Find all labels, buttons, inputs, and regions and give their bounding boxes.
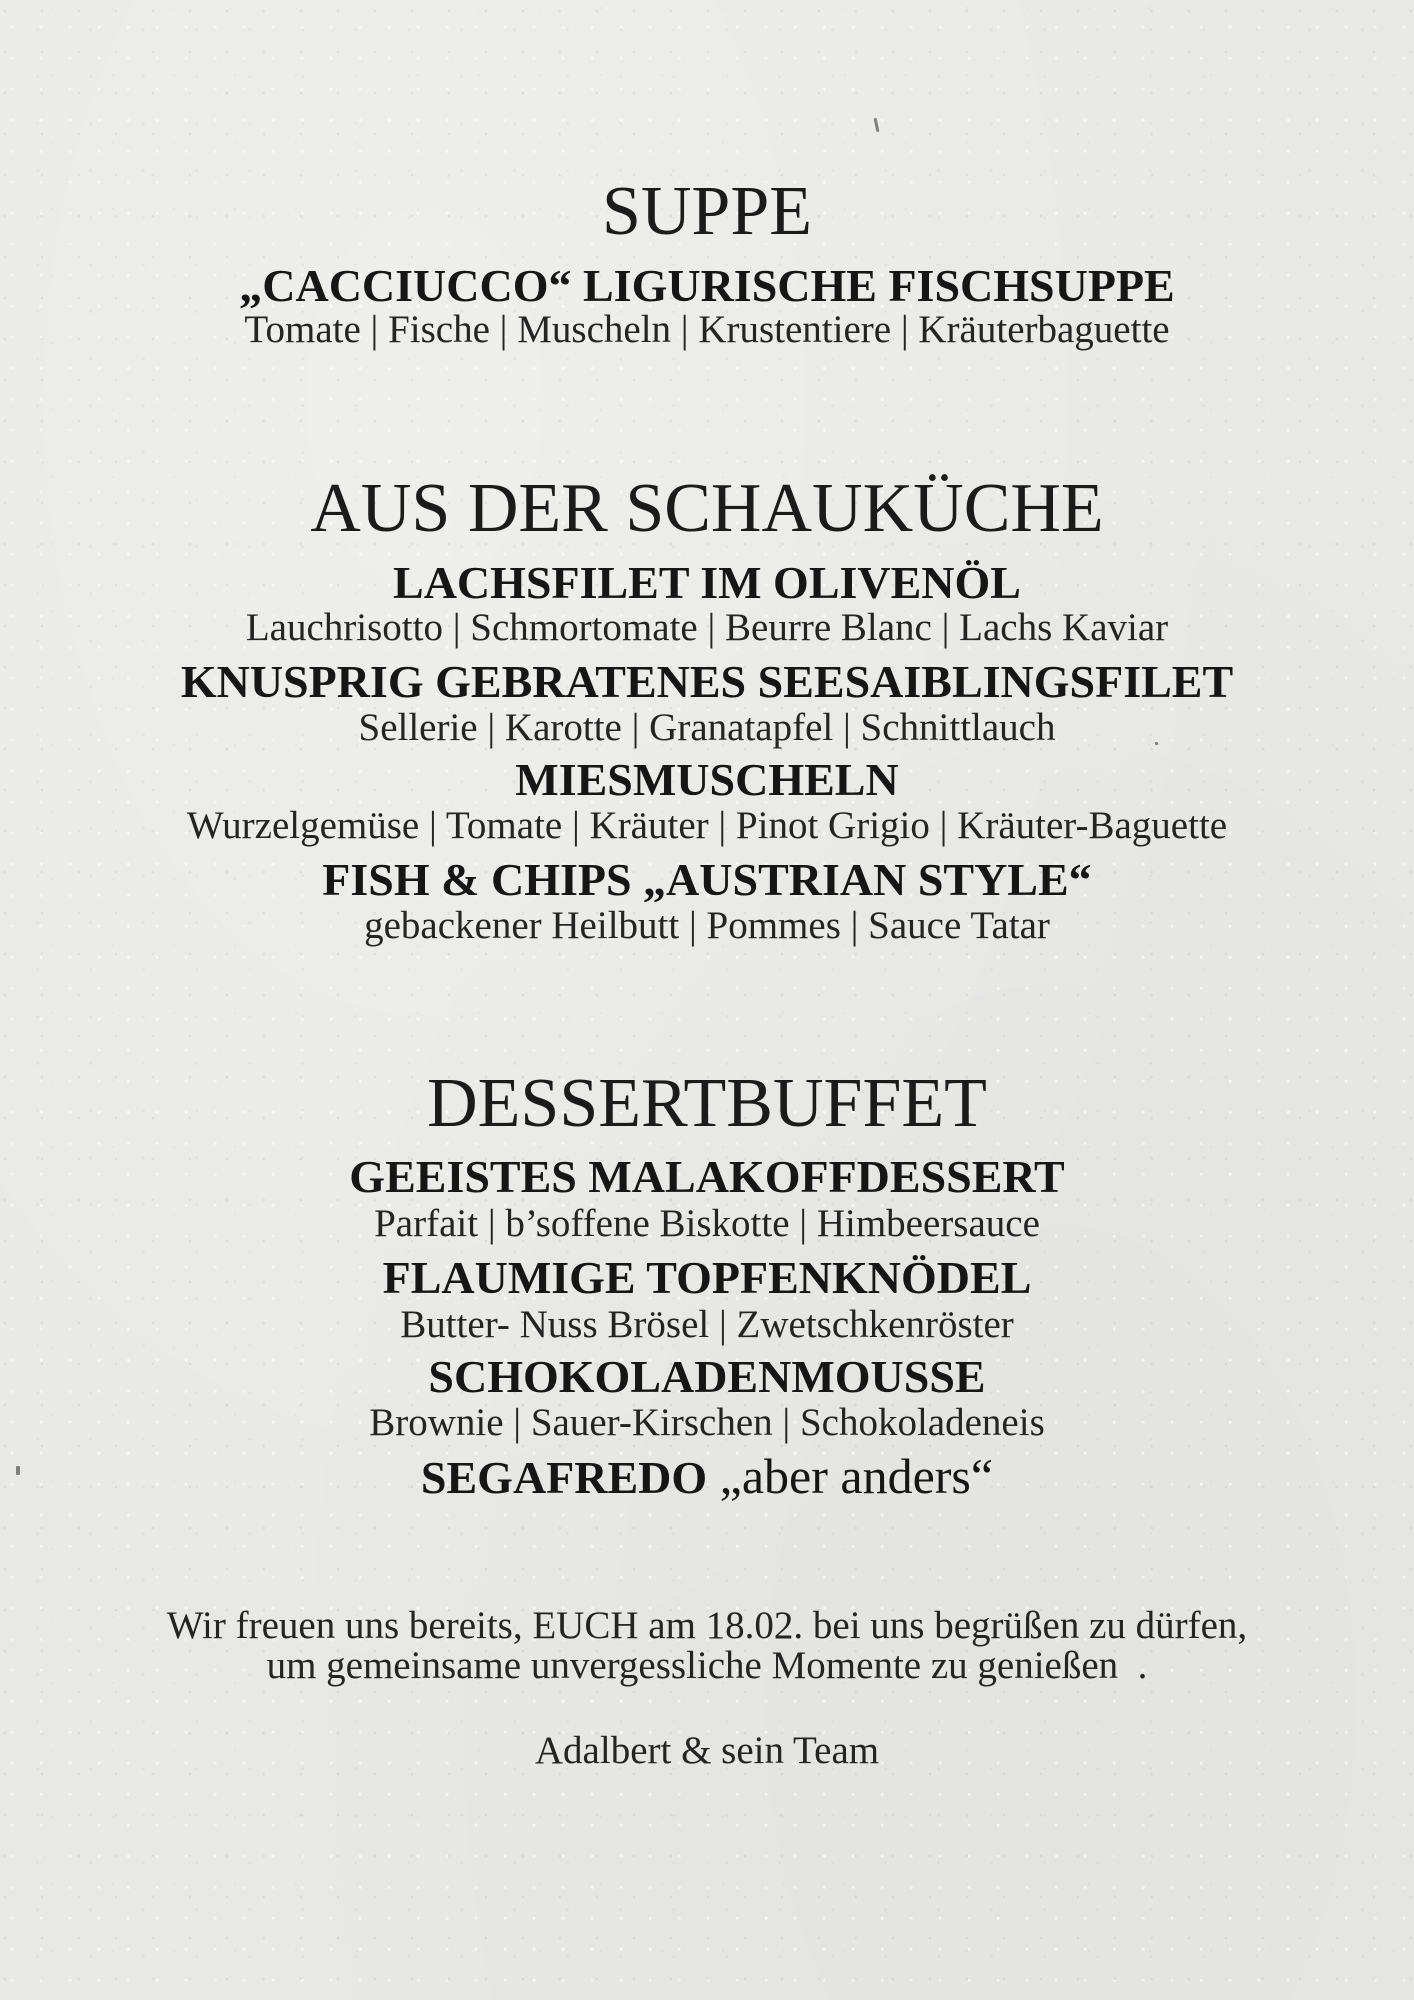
dish-description: Tomate | Fische | Muscheln | Krustentiere | Kräuterbaguette (244, 308, 1170, 351)
dish-description: Parfait | b’soffene Biskotte | Himbeersauce (374, 1202, 1040, 1245)
dish-description: Brownie | Sauer-Kirschen | Schokoladeneis (369, 1401, 1045, 1444)
dish-name: FLAUMIGE TOPFENKNÖDEL (382, 1252, 1032, 1303)
dish-description: Sellerie | Karotte | Granatapfel | Schnittlauch (358, 706, 1056, 749)
dish-name: SEGAFREDO (420, 1452, 708, 1503)
dish-description: Wurzelgemüse | Tomate | Kräuter | Pinot Grigio | Kräuter-Baguette (186, 804, 1228, 847)
signature: Adalbert & sein Team (534, 1729, 880, 1772)
closing-line: um gemeinsame unvergessliche Momente zu genießen . (266, 1644, 1148, 1687)
dish-description: gebackener Heilbutt | Pommes | Sauce Tatar (364, 904, 1050, 947)
dish-name: „CACCIUCCO“ LIGURISCHE FISCHSUPPE (239, 260, 1175, 311)
dish-description: Butter- Nuss Brösel | Zwetschkenröster (400, 1303, 1014, 1346)
dish-name: SCHOKOLADENMOUSSE (428, 1351, 986, 1402)
dish-name: MIESMUSCHELN (515, 754, 899, 805)
section-title: DESSERTBUFFET (427, 1065, 987, 1142)
closing-line: Wir freuen uns bereits, EUCH am 18.02. bei uns begrüßen zu dürfen, (166, 1604, 1248, 1647)
paper-speck (874, 118, 880, 132)
dish-line-segafredo (0, 1448, 1414, 1504)
dish-name-suffix: „aber anders“ (719, 1448, 994, 1504)
dish-name: LACHSFILET IM OLIVENÖL (393, 557, 1021, 608)
dish-name: FISH & CHIPS „AUSTRIAN STYLE“ (322, 854, 1092, 905)
section-title: SUPPE (601, 173, 813, 250)
dish-name: KNUSPRIG GEBRATENES SEESAIBLINGSFILET (180, 656, 1234, 707)
section-title: AUS DER SCHAUKÜCHE (310, 470, 1104, 547)
dish-name: GEEISTES MALAKOFFDESSERT (349, 1151, 1065, 1202)
dish-description: Lauchrisotto | Schmortomate | Beurre Blanc | Lachs Kaviar (245, 606, 1169, 649)
